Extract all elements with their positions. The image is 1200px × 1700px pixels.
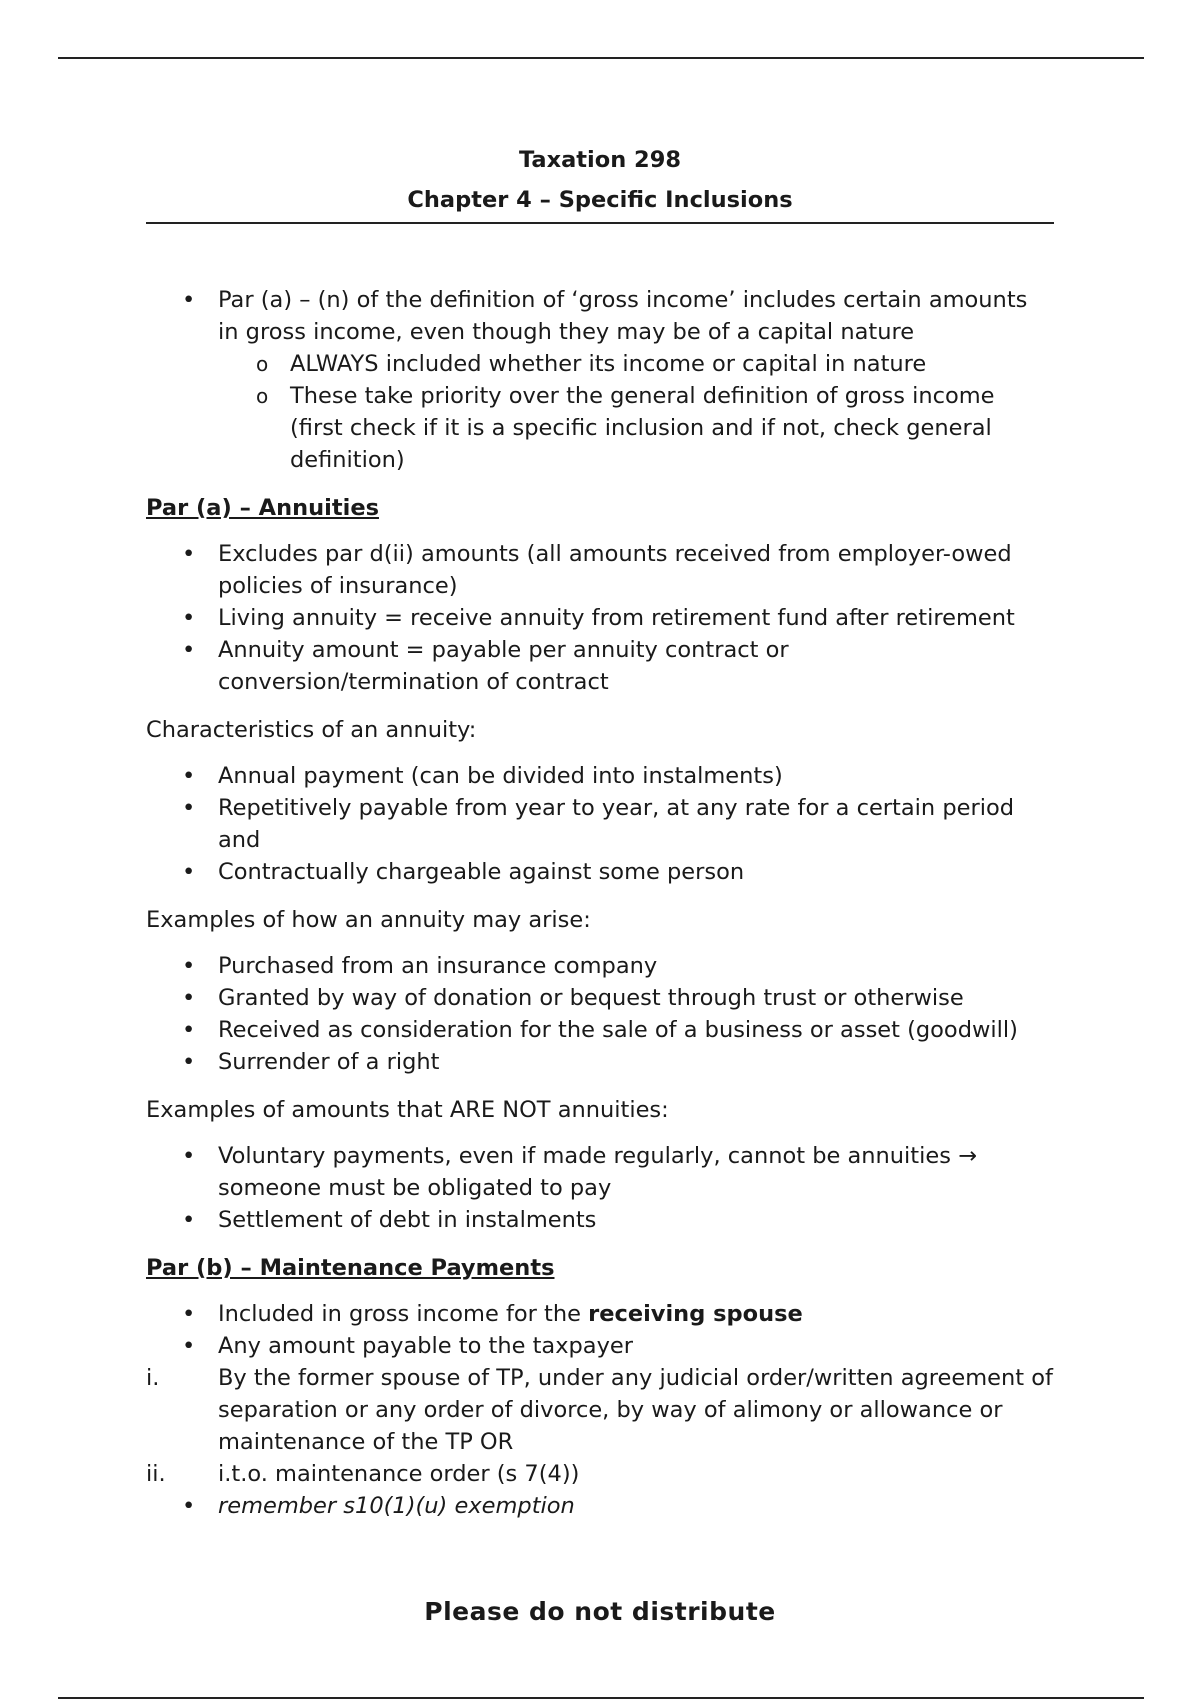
- document-body: [146, 140, 1054, 1522]
- bullet-icon: •: [182, 1333, 196, 1359]
- bullet-icon: •: [182, 1049, 196, 1075]
- list-item: [146, 1046, 1054, 1078]
- list-item: [146, 1298, 1054, 1330]
- list-item: [146, 982, 1054, 1014]
- roman-marker: ii.: [146, 1461, 166, 1487]
- chapter-subtitle: Chapter 4 – Specific Inclusions: [146, 180, 1054, 224]
- section-heading-par-b: Par (b) – Maintenance Payments: [146, 1255, 555, 1281]
- list-item-text: Any amount payable to the taxpayer: [218, 1333, 634, 1359]
- list-item-text: Included in gross income for the: [218, 1301, 589, 1327]
- list-item-text: Granted by way of donation or bequest through trust or otherwise: [218, 985, 964, 1011]
- bullet-icon: •: [182, 637, 196, 663]
- list-item: [146, 1140, 1054, 1204]
- list-item: [146, 760, 1054, 792]
- bullet-icon: •: [182, 1017, 196, 1043]
- bullet-icon: •: [182, 795, 196, 821]
- bullet-icon: •: [182, 541, 196, 567]
- bullet-icon: •: [182, 1493, 196, 1519]
- list-item-text: Contractually chargeable against some person: [218, 859, 745, 885]
- characteristics-label: Characteristics of an annuity:: [146, 717, 477, 743]
- bottom-rule: [58, 1697, 1144, 1699]
- not-annuities-label: Examples of amounts that ARE NOT annuities:: [146, 1097, 669, 1123]
- sub-list-item-text: These take priority over the general definition of gross income (first check if it is a specific inclusion and if not, check general definition): [290, 383, 995, 473]
- list-item-text: Living annuity = receive annuity from retirement fund after retirement: [218, 605, 1015, 631]
- bullet-icon: •: [182, 953, 196, 979]
- list-item-text: Purchased from an insurance company: [218, 953, 658, 979]
- roman-list-item: [146, 1458, 1054, 1490]
- circle-bullet-icon: o: [256, 352, 269, 376]
- not-annuities-list: [146, 1140, 1054, 1236]
- circle-bullet-icon: o: [256, 384, 269, 408]
- roman-list: [146, 1362, 1054, 1490]
- roman-list-item-text: i.t.o. maintenance order (s 7(4)): [218, 1461, 580, 1487]
- sub-list-item: [218, 380, 1054, 476]
- list-item: [146, 792, 1054, 856]
- list-item: [146, 1014, 1054, 1046]
- roman-list-item: [146, 1362, 1054, 1458]
- list-item: [146, 1330, 1054, 1362]
- bullet-icon: •: [182, 763, 196, 789]
- bullet-icon: •: [182, 985, 196, 1011]
- distribution-notice: Please do not distribute: [424, 1597, 776, 1626]
- intro-list: [146, 284, 1054, 476]
- roman-marker: i.: [146, 1365, 160, 1391]
- examples-list: [146, 950, 1054, 1078]
- list-item-text: Received as consideration for the sale of a business or asset (goodwill): [218, 1017, 1018, 1043]
- examples-label: Examples of how an annuity may arise:: [146, 907, 591, 933]
- list-item-text: Annuity amount = payable per annuity contract or conversion/termination of contract: [218, 637, 789, 695]
- list-item: [146, 602, 1054, 634]
- list-item-text: Annual payment (can be divided into instalments): [218, 763, 783, 789]
- intro-sub-list: [218, 348, 1054, 476]
- par-a-list: [146, 538, 1054, 698]
- list-item: [146, 950, 1054, 982]
- characteristics-list: [146, 760, 1054, 888]
- sub-list-item: [218, 348, 1054, 380]
- list-item-text: Par (a) – (n) of the definition of ‘gross income’ includes certain amounts in gross income, even though they may be of a capital nature: [218, 287, 1028, 345]
- par-b-reminder-list: [146, 1490, 1054, 1522]
- list-item: [146, 1490, 1054, 1522]
- bullet-icon: •: [182, 1143, 196, 1169]
- bullet-icon: •: [182, 605, 196, 631]
- list-item: [146, 1204, 1054, 1236]
- receiving-spouse-emphasis: receiving spouse: [588, 1301, 803, 1327]
- bullet-icon: •: [182, 1207, 196, 1233]
- par-b-list: [146, 1298, 1054, 1362]
- list-item: [146, 856, 1054, 888]
- top-rule: [58, 57, 1144, 59]
- list-item-text: Excludes par d(ii) amounts (all amounts received from employer-owed policies of insurance): [218, 541, 1012, 599]
- list-item: [146, 538, 1054, 602]
- list-item-text: Settlement of debt in instalments: [218, 1207, 597, 1233]
- list-item-text: Surrender of a right: [218, 1049, 440, 1075]
- document-title: Taxation 298: [518, 147, 682, 173]
- list-item-text: Repetitively payable from year to year, at any rate for a certain period and: [218, 795, 1014, 853]
- list-item: [146, 284, 1054, 476]
- bullet-icon: •: [182, 287, 196, 313]
- list-item: [146, 634, 1054, 698]
- section-heading-par-a: Par (a) – Annuities: [146, 495, 379, 521]
- exemption-reminder: remember s10(1)(u) exemption: [218, 1493, 575, 1519]
- bullet-icon: •: [182, 1301, 196, 1327]
- roman-list-item-text: By the former spouse of TP, under any judicial order/written agreement of separation or any order of divorce, by way of alimony or allowance or maintenance of the TP OR: [218, 1365, 1053, 1455]
- bullet-icon: •: [182, 859, 196, 885]
- sub-list-item-text: ALWAYS included whether its income or capital in nature: [290, 351, 927, 377]
- list-item-text: Voluntary payments, even if made regularly, cannot be annuities → someone must be obligated to pay: [218, 1143, 977, 1201]
